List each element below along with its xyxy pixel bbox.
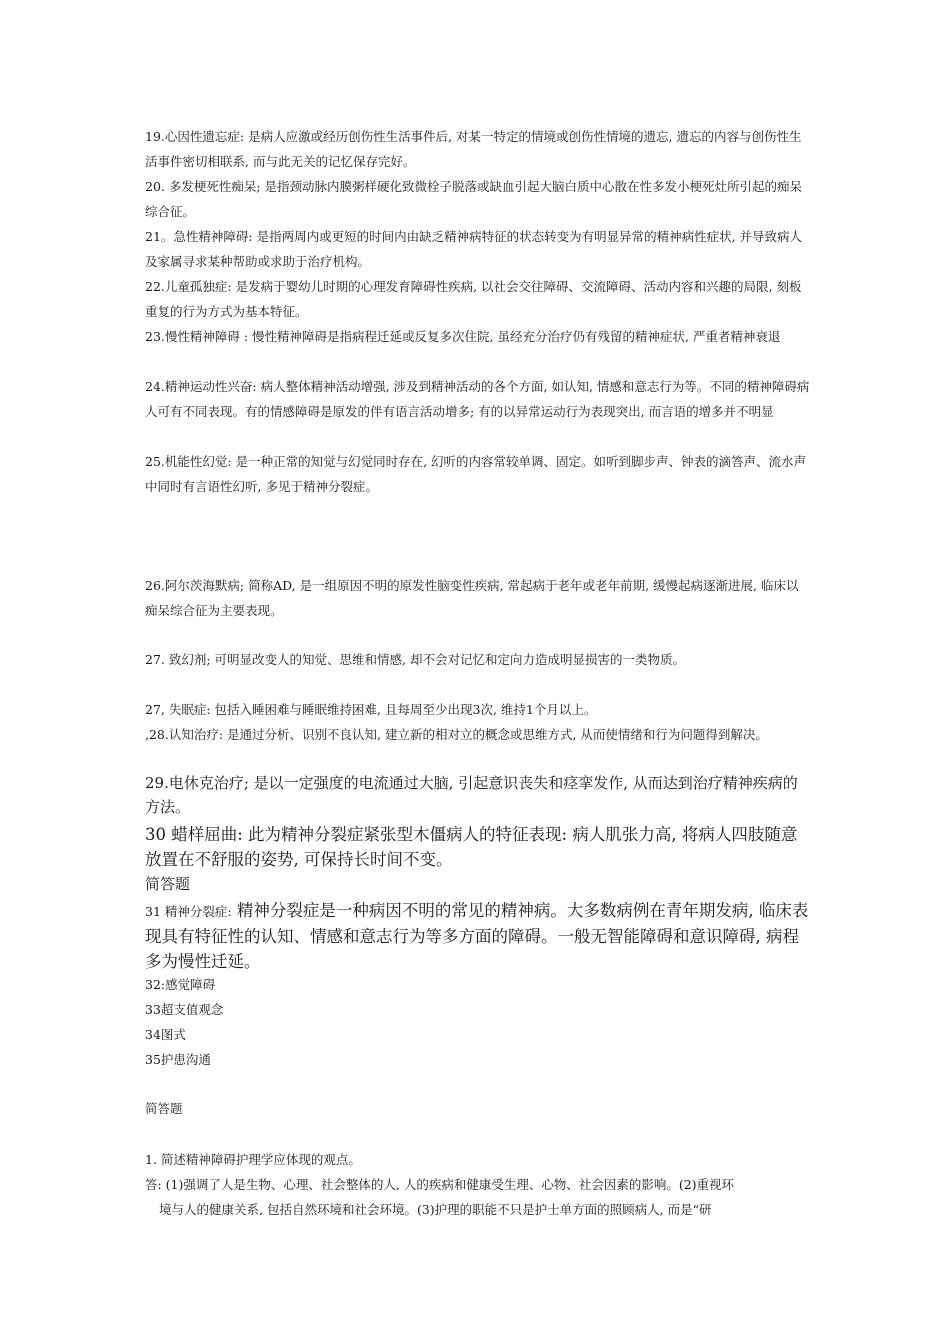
entry-31-text: 精神分裂症是一种病因不明的常见的精神病。大多数病例在青年期发病, 临床表现具有特征性的认知、情感和意志行为等多方面的障碍。一般无智能障碍和意识障碍, 病程多为慢性迁延。	[145, 901, 809, 971]
entry-33: 33超支值观念	[145, 1002, 224, 1017]
entry-29: 29.电休克治疗; 是以一定强度的电流通过大脑, 引起意识丧失和痉挛发作, 从而达到治疗精神疾病的方法。	[145, 774, 798, 816]
entry-32: 32:感觉障碍	[145, 977, 216, 992]
entry-31-label: 31 精神分裂症:	[145, 904, 232, 919]
section-heading-short-answer: 简答题	[145, 875, 191, 893]
entry-19: 19.心因性遗忘症: 是病人应激或经历创伤性生活事件后, 对某一特定的情境或创伤性情境的遗忘, 遗忘的内容与创伤性生活事件密切相联系, 而与此无关的记忆保存完好。	[145, 129, 802, 169]
entry-22: 22.儿童孤独症: 是发病于婴幼儿时期的心理发育障碍性疾病, 以社会交往障碍、交流障碍、活动内容和兴趣的局限, 刻板重复的行为方式为基本特征。	[145, 279, 802, 319]
entry-26: 26.阿尔茨海默病; 简称AD, 是一组原因不明的原发性脑变性疾病, 常起病于老年或老年前期, 缓慢起病逐渐进展, 临床以痴呆综合征为主要表现。	[145, 578, 799, 618]
question-1: 1. 简述精神障碍护理学应体现的观点。	[145, 1152, 361, 1167]
answer-1-line-1: 答: (1)强调了人是生物、心理、社会整体的人, 人的疾病和健康受生理、心物、社会因素的影响。(2)重视环	[145, 1177, 735, 1192]
entry-20: 20. 多发梗死性痴呆; 是指颈动脉内膜粥样硬化致微栓子脱落或缺血引起大脑白质中心散在性多发小梗死灶所引起的痴呆综合征。	[145, 179, 803, 219]
entry-31	[145, 898, 810, 974]
entry-28: ,28.认知治疗: 是通过分析、识别不良认知, 建立新的相对立的概念或思维方式, 从而使情绪和行为问题得到解决。	[145, 727, 768, 742]
entry-21: 21。急性精神障碍: 是指两周内或更短的时间内由缺乏精神病特征的状态转变为有明显异常的精神病性症状, 并导致病人及家属寻求某种帮助或求助于治疗机构。	[145, 229, 803, 269]
entry-34: 34图式	[145, 1027, 186, 1042]
entry-24: 24.精神运动性兴奋: 病人整体精神活动增强, 涉及到精神活动的各个方面, 如认知, 情感和意志行为等。不同的精神障碍病人可有不同表现。有的情感障碍是原发的伴有语言活动增多; 有的以异常运动行为表现突出, 而言语的增多并不明显	[145, 379, 810, 419]
answer-1-line-2: 境与人的健康关系, 包括自然环境和社会环境。(3)护理的职能不只是护士单方面的照顾病人, 而是“研	[159, 1202, 712, 1217]
entry-27-insomnia: 27, 失眠症: 包括入睡困难与睡眠维持困难, 且每周至少出现3次, 维持1个月以上。	[145, 702, 597, 717]
section-heading-short-answer-2: 简答题	[145, 1101, 183, 1116]
entry-23: 23.慢性精神障碍 : 慢性精神障碍是指病程迁延或反复多次住院, 虽经充分治疗仍有残留的精神症状, 严重者精神衰退	[145, 329, 781, 344]
entry-35: 35护患沟通	[145, 1052, 211, 1067]
entry-30: 30 蜡样屈曲: 此为精神分裂症紧张型木僵病人的特征表现: 病人肌张力高, 将病人四肢随意放置在不舒服的姿势, 可保持长时间不变。	[145, 825, 798, 869]
entry-27-hallucinogen: 27. 致幻剂; 可明显改变人的知觉、思维和情感, 却不会对记忆和定向力造成明显损害的一类物质。	[145, 652, 685, 667]
entry-25: 25.机能性幻觉: 是一种正常的知觉与幻觉同时存在, 幻听的内容常较单调、固定。如听到脚步声、钟表的滴答声、流水声中同时有言语性幻听, 多见于精神分裂症。	[145, 454, 807, 494]
